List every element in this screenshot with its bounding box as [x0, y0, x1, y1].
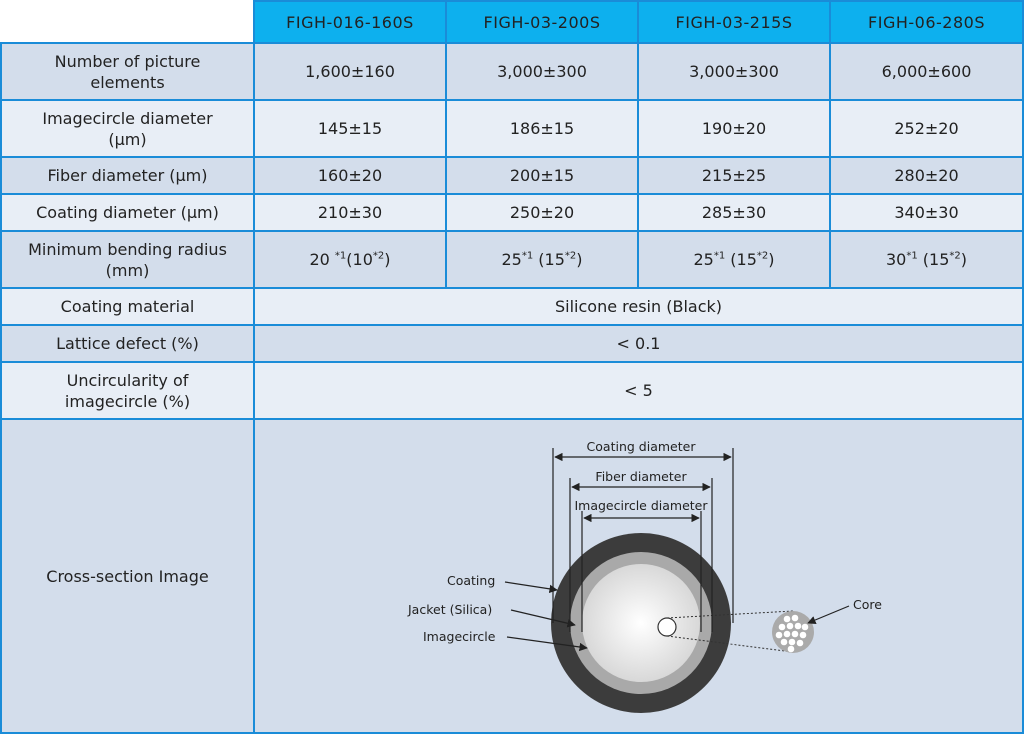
cell-value: 340±30 — [830, 194, 1023, 231]
cell-value: < 5 — [254, 362, 1023, 419]
row-label: Uncircularity of imagecircle (%) — [1, 362, 254, 419]
header-corner — [1, 1, 254, 43]
cell-value: 20 $^{*1}$(10$^{*2}$) — [254, 231, 446, 288]
cell-value: 200±15 — [446, 157, 638, 194]
cell-value: 25$^{*1}$ (15$^{*2}$) — [446, 231, 638, 288]
cross-section-cell — [254, 419, 1023, 733]
row-uncircularity — [1, 362, 1023, 419]
row-coating-material — [1, 288, 1023, 325]
row-bending-radius — [1, 231, 1023, 288]
cell-value: 3,000±300 — [638, 43, 830, 100]
row-label: Lattice defect (%) — [1, 325, 254, 362]
header-model: FIGH-016-160S — [254, 1, 446, 43]
header-model: FIGH-03-215S — [638, 1, 830, 43]
cell-value: 1,600±160 — [254, 43, 446, 100]
cell-value: 215±25 — [638, 157, 830, 194]
row-label: Minimum bending radius (mm) — [1, 231, 254, 288]
row-label: Cross-section Image — [1, 419, 254, 733]
row-label: Imagecircle diameter (μm) — [1, 100, 254, 157]
cross-section-diagram — [255, 420, 1021, 732]
coating-label: Coating — [447, 573, 496, 588]
cell-value: 252±20 — [830, 100, 1023, 157]
coating-pointer — [505, 582, 557, 590]
row-lattice-defect — [1, 325, 1023, 362]
cell-value: 160±20 — [254, 157, 446, 194]
cell-value: 210±30 — [254, 194, 446, 231]
cell-value: 250±20 — [446, 194, 638, 231]
imagecircle-disc — [582, 564, 700, 682]
cell-value: 285±30 — [638, 194, 830, 231]
cell-value: 30$^{*1}$ (15$^{*2}$) — [830, 231, 1023, 288]
cell-value: 186±15 — [446, 100, 638, 157]
header-model: FIGH-06-280S — [830, 1, 1023, 43]
core-label: Core — [853, 597, 882, 612]
cell-value: 190±20 — [638, 100, 830, 157]
cell-value: 25$^{*1}$ (15$^{*2}$) — [638, 231, 830, 288]
header-model: FIGH-03-200S — [446, 1, 638, 43]
core-marker — [658, 618, 676, 636]
core-pointer — [808, 606, 849, 623]
row-label: Coating material — [1, 288, 254, 325]
jacket-label: Jacket (Silica) — [408, 602, 493, 617]
imagecircle-label: Imagecircle — [423, 629, 496, 644]
row-fiber-diameter — [1, 157, 1023, 194]
cell-value: < 0.1 — [254, 325, 1023, 362]
cell-value: 280±20 — [830, 157, 1023, 194]
header-row — [1, 1, 1023, 43]
row-label: Fiber diameter (μm) — [1, 157, 254, 194]
row-coating-diameter — [1, 194, 1023, 231]
row-label: Number of picture elements — [1, 43, 254, 100]
fiber-diameter-label: Fiber diameter — [595, 469, 687, 484]
row-imagecircle-diameter — [1, 100, 1023, 157]
row-picture-elements — [1, 43, 1023, 100]
row-label: Coating diameter (μm) — [1, 194, 254, 231]
cell-value: 3,000±300 — [446, 43, 638, 100]
imagecircle-diameter-label: Imagecircle diameter — [574, 498, 708, 513]
row-cross-section — [1, 419, 1023, 733]
coating-diameter-label: Coating diameter — [586, 439, 696, 454]
core-bundle-icon — [772, 611, 814, 653]
cell-value: 6,000±600 — [830, 43, 1023, 100]
cell-value: 145±15 — [254, 100, 446, 157]
cell-value: Silicone resin (Black) — [254, 288, 1023, 325]
